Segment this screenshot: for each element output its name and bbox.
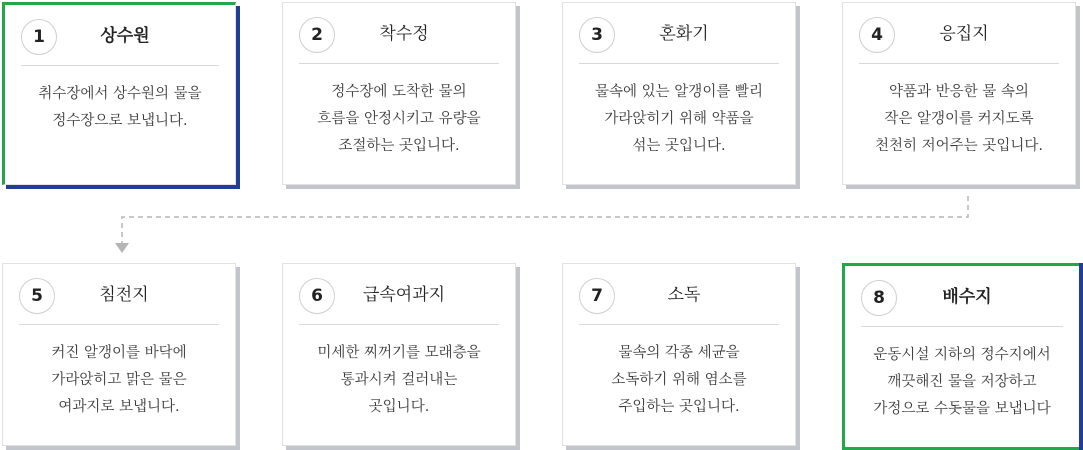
step-title: 혼화기 [659, 24, 709, 44]
step-number: 3 [579, 17, 615, 53]
step-title: 소독 [667, 285, 701, 305]
step-header [19, 278, 219, 325]
step-description: 물속에 있는 알갱이를 빨리 가라앉히기 위해 약품을 섞는 곳입니다. [595, 84, 763, 154]
step-header [861, 280, 1063, 327]
step-description: 운동시설 지하의 정수지에서 깨끗해진 물을 저장하고 가정으로 수돗물을 보냅니다 [873, 347, 1051, 417]
arrow-down-icon [115, 243, 129, 253]
step-number: 6 [299, 278, 335, 314]
step-title: 상수원 [100, 26, 150, 46]
step-number: 7 [579, 278, 615, 314]
step-description: 커진 알갱이를 바닥에 가라앉히고 맑은 물은 여과지로 보냅니다. [51, 345, 187, 415]
step-header [579, 278, 779, 325]
step-card-7 [562, 263, 796, 446]
step-number: 5 [19, 278, 55, 314]
step-description: 물속의 각종 세균을 소독하기 위해 염소를 주입하는 곳입니다. [611, 345, 747, 415]
step-number: 1 [21, 19, 57, 55]
step-description: 정수장에 도착한 물의 흐름을 안정시키고 유량을 조절하는 곳입니다. [317, 84, 481, 154]
step-title: 응집지 [939, 24, 989, 44]
step-number: 4 [859, 17, 895, 53]
step-number: 2 [299, 17, 335, 53]
step-header [299, 278, 499, 325]
step-description: 약품과 반응한 물 속의 작은 알갱이를 커지도록 천천히 저어주는 곳입니다. [875, 84, 1043, 154]
step-description: 미세한 찌꺼기를 모래층을 통과시켜 걸러내는 곳입니다. [317, 345, 481, 415]
step-title: 침전지 [99, 285, 149, 305]
step-card-5 [2, 263, 236, 446]
step-description: 취수장에서 상수원의 물을 정수장으로 보냅니다. [38, 86, 202, 129]
step-title: 착수정 [379, 24, 429, 44]
step-card-8 [842, 263, 1079, 450]
step-title: 배수지 [942, 287, 992, 307]
step-card-6 [282, 263, 516, 446]
step-title: 급속여과지 [362, 285, 446, 305]
step-number: 8 [861, 280, 897, 316]
